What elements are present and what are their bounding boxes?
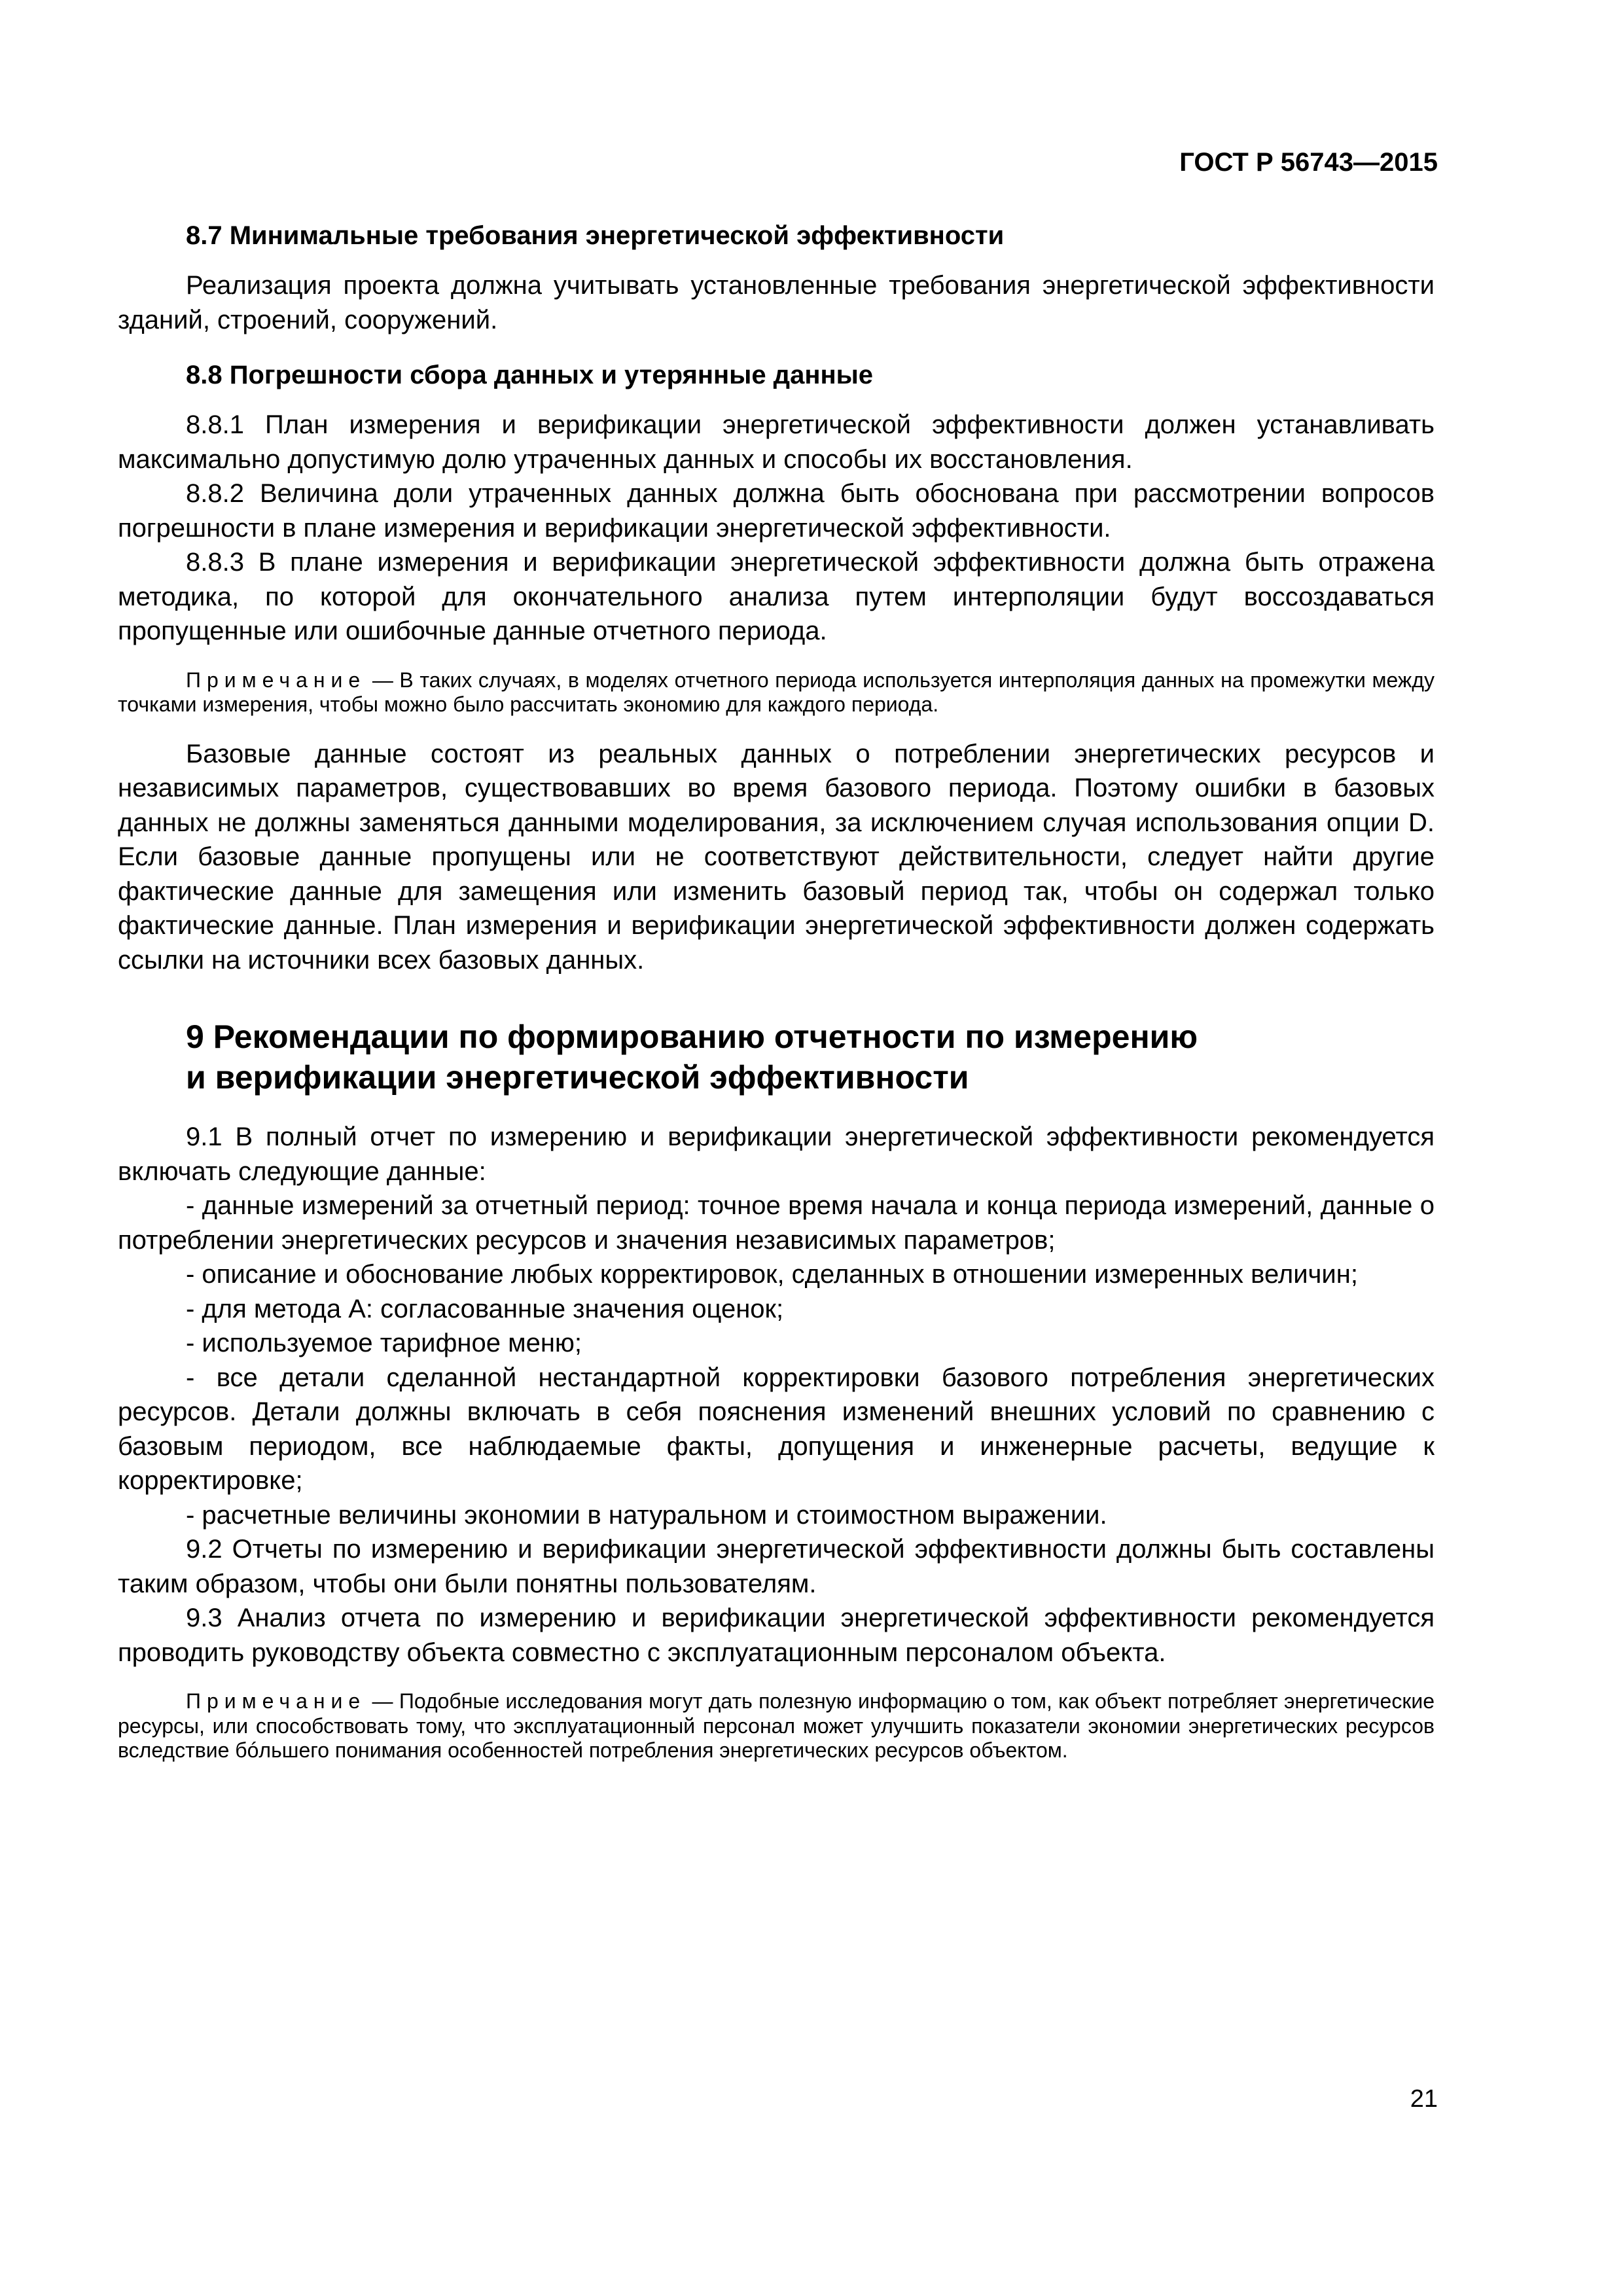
list-item: - все детали сделанной нестандартной корректировки базового потребления энергетических ресурсов. Детали должны включать в себя пояснения изменений внешних условий по сравнению с базовым периодом, все наблюдаемые факты, допущения и инженерные расчеты, ведущие к корректировке;: [118, 1363, 1435, 1495]
note-8-8: [118, 668, 1435, 717]
section-9-heading-line-2: и верификации энергетической эффективности: [186, 1059, 969, 1096]
document-code: ГОСТ Р 56743—2015: [1179, 148, 1438, 177]
list-item: - используемое тарифное меню;: [186, 1329, 582, 1357]
section-9-heading: [118, 1016, 1435, 1098]
note-label: Примечание: [186, 1689, 366, 1713]
paragraph-baseline-data: Базовые данные состоят из реальных данных о потреблении энергетических ресурсов и независимых параметров, существовавших во время базового периода. Поэтому ошибки в базовых данных не должны заменяться данными моделирования, за исключением случая использования опции D. Если базовые данные пропущены или не соответствуют действительности, следует найти другие фактические данные для замещения или изменить базовый период так, чтобы он содержал только фактические данные. План измерения и верификации энергетической эффективности должен содержать ссылки на источники всех базовых данных.: [118, 739, 1435, 975]
paragraph-9-3: 9.3 Анализ отчета по измерению и верификации энергетической эффективности рекомендуется проводить руководству объекта совместно с эксплуатационным персоналом объекта.: [118, 1604, 1435, 1667]
page-number: 21: [1410, 2085, 1438, 2113]
note-text: — Подобные исследования могут дать полезную информацию о том, как объект потребляет энергетические ресурсы, или способствовать тому, что эксплуатационный персонал может улучшить показатели экономии энергетических ресурсов вследствие бóльшего понимания особенностей потребления энергетических ресурсов объектом.: [118, 1689, 1435, 1762]
paragraph-8-8-2: 8.8.2 Величина доли утраченных данных должна быть обоснована при рассмотрении вопросов погрешности в плане измерения и верификации энергетической эффективности.: [118, 479, 1435, 543]
paragraph-9-2: 9.2 Отчеты по измерению и верификации энергетической эффективности должны быть составлены таким образом, чтобы они были понятны пользователям.: [118, 1535, 1435, 1598]
section-8-7-paragraph: Реализация проекта должна учитывать установленные требования энергетической эффективности зданий, строений, сооружений.: [118, 271, 1435, 334]
list-item: - расчетные величины экономии в натуральном и стоимостном выражении.: [186, 1500, 1107, 1530]
list-item: - для метода А: согласованные значения оценок;: [186, 1294, 784, 1323]
document-body: [118, 219, 1435, 1783]
list-item: - данные измерений за отчетный период: точное время начала и конца периода измерений, данные о потреблении энергетических ресурсов и значения независимых параметров;: [118, 1191, 1435, 1255]
list-item: - описание и обоснование любых корректировок, сделанных в отношении измеренных величин;: [186, 1260, 1358, 1289]
section-8-7-heading: 8.7 Минимальные требования энергетической эффективности: [186, 221, 1005, 250]
note-text: — В таких случаях, в моделях отчетного периода используется интерполяция данных на промежутки между точками измерения, чтобы можно было рассчитать экономию для каждого периода.: [118, 668, 1435, 716]
paragraph-8-8-3: 8.8.3 В плане измерения и верификации энергетической эффективности должна быть отражена методика, по которой для окончательного анализа путем интерполяции будут воссоздаваться пропущенные или ошибочные данные отчетного периода.: [118, 548, 1435, 645]
note-label: Примечание: [186, 668, 366, 692]
note-9: [118, 1689, 1435, 1763]
section-9-heading-line-1: 9 Рекомендации по формированию отчетности по измерению: [186, 1018, 1198, 1055]
paragraph-9-1: 9.1 В полный отчет по измерению и верификации энергетической эффективности рекомендуется включать следующие данные:: [118, 1122, 1435, 1186]
paragraph-8-8-1: 8.8.1 План измерения и верификации энергетической эффективности должен устанавливать максимально допустимую долю утраченных данных и способы их восстановления.: [118, 410, 1435, 474]
section-8-8-heading: 8.8 Погрешности сбора данных и утерянные данные: [186, 361, 874, 389]
